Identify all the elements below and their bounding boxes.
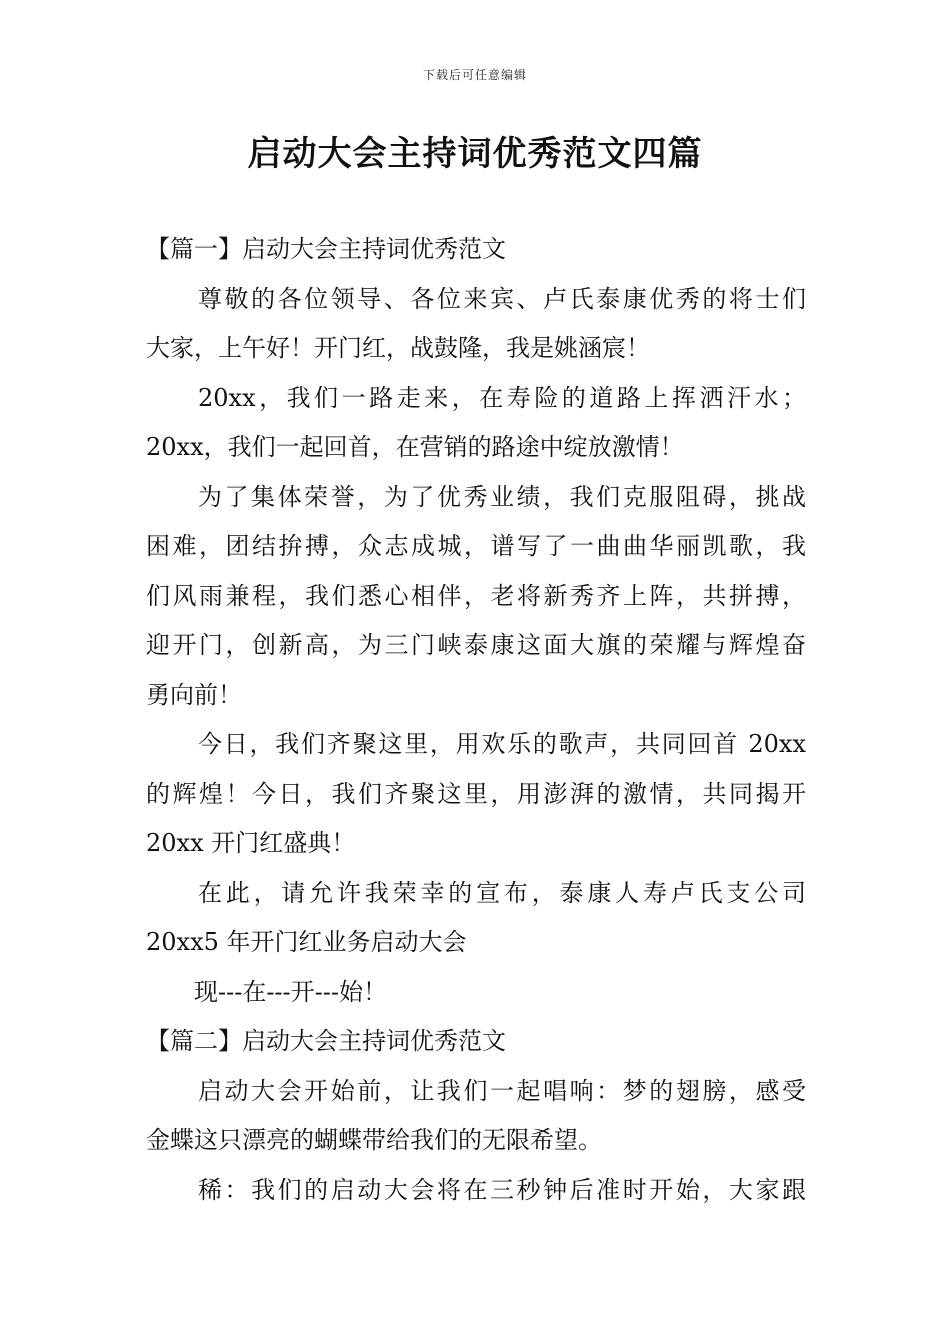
- text-line: 启动大会开始前，让我们一起唱响：梦的翅膀，感受: [198, 1076, 806, 1105]
- text-line: 在此，请允许我荣幸的宣布，泰康人寿卢氏支公司: [198, 878, 806, 907]
- text-line: 今日，我们齐聚这里，用欢乐的歌声，共同回首 20xx: [198, 730, 806, 758]
- text-line: 20xx 开门红盛典！: [146, 829, 356, 857]
- text-line: 金蝶这只漂亮的蝴蝶带给我们的无限希望。: [146, 1126, 602, 1154]
- text-line: 迎开门，创新高，为三门峡泰康这面大旗的荣耀与辉煌奋: [146, 631, 806, 659]
- document-body: [146, 225, 806, 1215]
- text-line: 的辉煌！今日，我们齐聚这里，用澎湃的激情，共同揭开: [146, 779, 806, 808]
- text-line: 大家，上午好！开门红，战鼓隆，我是姚涵宸！: [146, 334, 650, 362]
- text-line: 尊敬的各位领导、各位来宾、卢氏泰康优秀的将士们: [198, 284, 806, 313]
- header-note: 下载后可任意编辑: [422, 68, 527, 82]
- text-line: 困难，团结拚搏，众志成城，谱写了一曲曲华丽凯歌，我: [146, 532, 806, 560]
- text-line: 为了集体荣誉，为了优秀业绩，我们克服阻碍，挑战: [198, 482, 806, 511]
- text-line: 现---在---开---始！: [194, 977, 387, 1006]
- text-line: 们风雨兼程，我们悉心相伴，老将新秀齐上阵，共拼搏，: [146, 581, 806, 610]
- text-line: 稀：我们的启动大会将在三秒钟后准时开始，大家跟: [198, 1175, 806, 1204]
- text-line: 20xx5 年开门红业务启动大会: [146, 928, 467, 956]
- text-line: 20xx，我们一起回首，在营销的路途中绽放激情！: [146, 433, 684, 461]
- text-line: 勇向前！: [146, 680, 242, 709]
- text-line: 【篇一】启动大会主持词优秀范文: [146, 235, 506, 263]
- text-line: 20xx，我们一路走来，在寿险的道路上挥洒汗水；: [198, 383, 806, 412]
- document-title: 启动大会主持词优秀范文四篇: [247, 134, 703, 174]
- text-line: 【篇二】启动大会主持词优秀范文: [146, 1027, 506, 1055]
